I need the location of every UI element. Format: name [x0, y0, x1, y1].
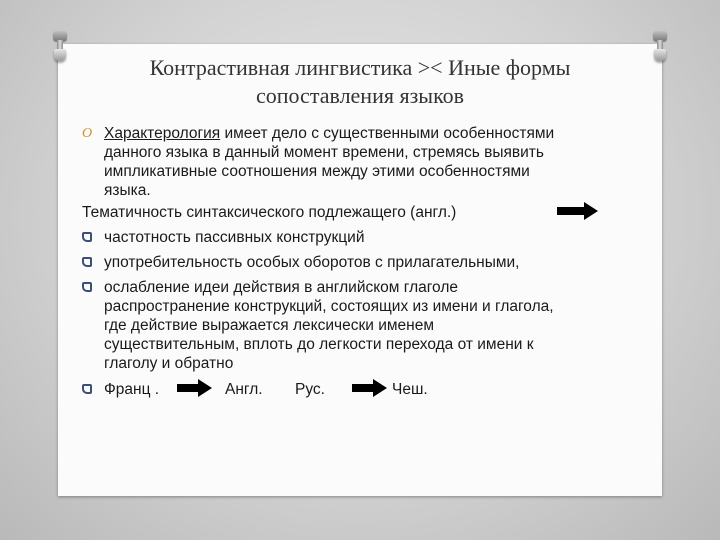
lang-czech: Чеш. [392, 381, 428, 398]
theme-text: Тематичность синтаксического подлежащего (англ.) [82, 204, 457, 221]
continuation-line: существительным, вплоть до легкости перехода от имени к [104, 336, 534, 353]
title-line-1: Контрастивная лингвистика >< Иные формы [149, 55, 571, 80]
intro-line-1 [82, 124, 662, 143]
slide-body [82, 124, 662, 400]
intro-line-2: данного языка в данный момент времени, стремясь выявить [104, 144, 544, 161]
list-item-text: употребительность особых оборотов с прилагательными, [104, 254, 520, 271]
lang-english: Англ. [225, 381, 263, 398]
title-line-2: сопоставления языков [255, 83, 465, 108]
checkbox-bullet-icon [82, 232, 92, 242]
right-arrow-icon [177, 379, 213, 397]
lang-russian: Рус. [295, 381, 325, 398]
list-item [82, 228, 662, 247]
list-item [82, 278, 662, 297]
intro-line-4: языка. [104, 182, 151, 199]
list-item-text: ослабление идеи действия в английском глаголе [104, 279, 458, 296]
right-arrow-icon [557, 201, 599, 221]
list-item-text: частотность пассивных конструкций [104, 229, 365, 246]
list-item [82, 253, 662, 272]
o-bullet-icon: O [82, 126, 93, 141]
intro-line-3: импликативные соотношения между этими особенностями [104, 163, 530, 180]
continuation-line: распространение конструкций, состоящих из имени и глагола, [104, 298, 554, 315]
continuation-line: где действие выражается лексически именем [104, 317, 434, 334]
theme-line [82, 203, 662, 222]
continuation-line: глаголу и обратно [104, 355, 234, 372]
right-arrow-icon [352, 379, 388, 397]
checkbox-bullet-icon [82, 282, 92, 292]
languages-line [82, 380, 662, 400]
slide-title [0, 54, 720, 110]
term-characterology: Характерология [104, 125, 221, 142]
lang-french: Франц . [104, 381, 160, 398]
checkbox-bullet-icon [82, 384, 92, 394]
checkbox-bullet-icon [82, 257, 92, 267]
intro-text-1: имеет дело с существенными особенностями [220, 125, 555, 142]
